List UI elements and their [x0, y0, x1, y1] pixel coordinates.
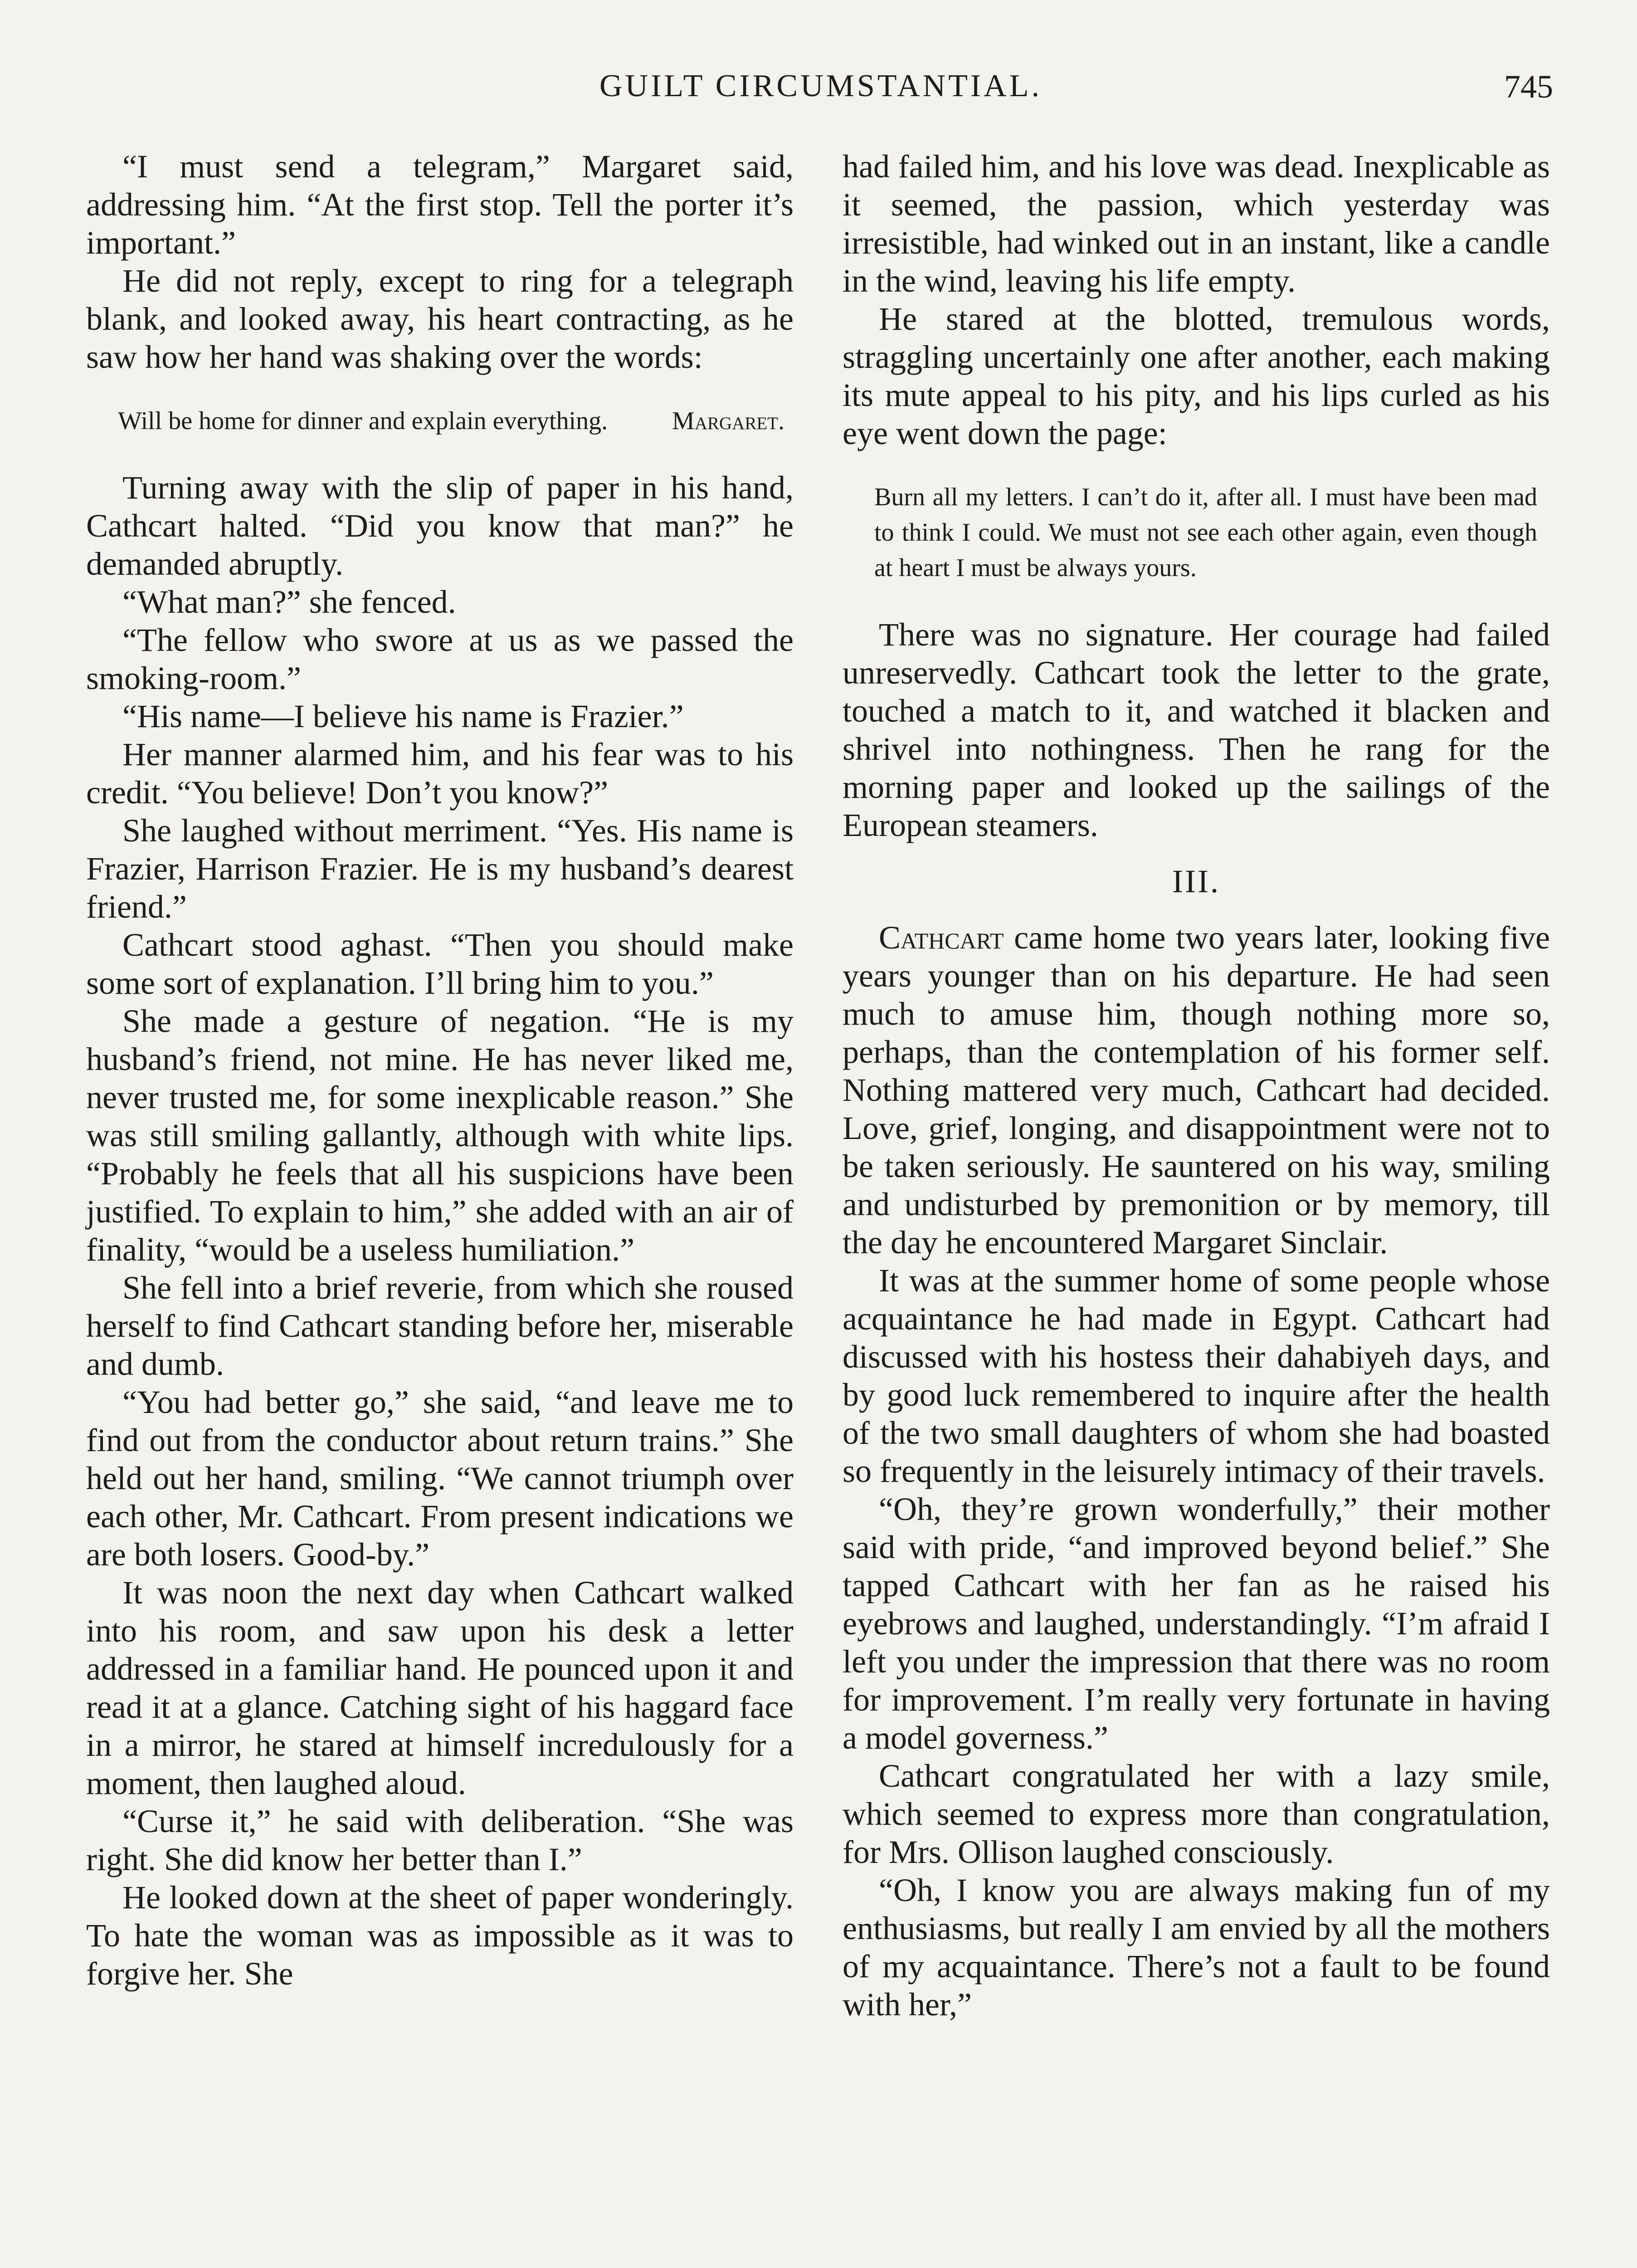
paragraph: She made a gesture of negation. “He is my husband’s friend, not mine. He has never liked me, never trusted me, for some inexplicable reason.” She was still smiling gallantly, although with white lips. “Probably he feels that all his suspicions have been justified. To explain to him,” she added with an air of finality, “would be a useless humiliation.”: [86, 1003, 794, 1268]
paragraph: “Oh, I know you are always making fun of my enthusiasms, but really I am envied by all the mothers of my acquaintance. There’s not a fault to be found with her,”: [843, 1872, 1550, 2023]
lead-word: Cathcart: [879, 919, 1004, 956]
paragraph: [843, 919, 1550, 1261]
paragraph: had failed him, and his love was dead. Inexplicable as it seemed, the passion, which yesterday was irresistible, had winked out in an instant, like a candle in the wind, leaving his life empty.: [843, 148, 1550, 299]
page-header: [88, 68, 1553, 109]
paragraph: “His name—I believe his name is Frazier.”: [122, 698, 684, 734]
paragraph: Cathcart stood aghast. “Then you should make some sort of explanation. I’ll bring him to you.”: [86, 927, 794, 1001]
letter-text: Burn all my letters. I can’t do it, after all. I must have been mad to think I could. We must not see each other again, even though at heart I must be always yours.: [874, 483, 1537, 582]
paragraph: She laughed without merriment. “Yes. His name is Frazier, Harrison Frazier. He is my husband’s dearest friend.”: [86, 812, 794, 925]
paragraph: “You had better go,” she said, “and leave me to find out from the conductor about return trains.” She held out her hand, smiling. “We cannot triumph over each other, Mr. Cathcart. From present indications we are both losers. Good-by.”: [86, 1384, 794, 1573]
paragraph: “Curse it,” he said with deliberation. “She was right. She did know her better than I.”: [86, 1803, 794, 1877]
telegram-text: Will be home for dinner and explain everything.: [118, 407, 608, 435]
paragraph: It was at the summer home of some people whose acquaintance he had made in Egypt. Cathcart had discussed with his hostess their dahabiyeh days, and by good luck remembered to inquire after the health of the two small daughters of whom she had boasted so frequently in the leisurely intimacy of their travels.: [843, 1262, 1550, 1489]
paragraph: Cathcart congratulated her with a lazy smile, which seemed to express more than congratulation, for Mrs. Ollison laughed consciously.: [843, 1758, 1550, 1870]
paragraph: “I must send a telegram,” Margaret said, addressing him. “At the first stop. Tell the porter it’s important.”: [86, 148, 794, 261]
running-title: GUILT CIRCUMSTANTIAL.: [599, 68, 1042, 103]
telegram-signature: Margaret.: [672, 407, 784, 435]
paragraph: Turning away with the slip of paper in his hand, Cathcart halted. “Did you know that man?” he demanded abruptly.: [86, 469, 794, 582]
paragraph: There was no signature. Her courage had failed unreservedly. Cathcart took the letter to the grate, touched a match to it, and watched it blacken and shrivel into nothingness. Then he rang for the morning paper and looked up the sailings of the European steamers.: [843, 616, 1550, 843]
paragraph: He stared at the blotted, tremulous words, straggling uncertainly one after another, each making its mute appeal to his pity, and his lips curled as his eye went down the page:: [843, 301, 1550, 451]
telegram-block: [86, 403, 794, 439]
paragraph: It was noon the next day when Cathcart walked into his room, and saw upon his desk a letter addressed in a familiar hand. He pounced upon it and read it at a glance. Catching sight of his haggard face in a mirror, he stared at himself incredulously for a moment, then laughed aloud.: [86, 1574, 794, 1801]
right-column: [843, 147, 1550, 2024]
paragraph: He did not reply, except to ring for a telegraph blank, and looked away, his heart contracting, as he saw how her hand was shaking over the words:: [86, 263, 794, 375]
paragraph: “The fellow who swore at us as we passed the smoking-room.”: [86, 622, 794, 696]
paragraph: “What man?” she fenced.: [122, 584, 456, 620]
letter-block: [843, 479, 1550, 586]
paragraph: He looked down at the sheet of paper wonderingly. To hate the woman was as impossible as it was to forgive her. She: [86, 1879, 794, 1992]
paragraph: Her manner alarmed him, and his fear was to his credit. “You believe! Don’t you know?”: [86, 736, 794, 811]
paragraph-rest: came home two years later, looking five years younger than on his departure. He had seen much to amuse him, though nothing more so, perhaps, than the contemplation of his former self. Nothing mattered very much, Cathcart had decided. Love, grief, longing, and disappointment were not to be taken seriously. He sauntered on his way, smiling and undisturbed by premonition or by memory, till the day he encountered Margaret Sinclair.: [843, 919, 1550, 1261]
paragraph: “Oh, they’re grown wonderfully,” their mother said with pride, “and improved beyond belief.” She tapped Cathcart with her fan as he raised his eyebrows and laughed, understandingly. “I’m afraid I left you under the impression that there was no room for improvement. I’m really very fortunate in having a model governess.”: [843, 1491, 1550, 1756]
left-column: [86, 147, 794, 1993]
paragraph: She fell into a brief reverie, from which she roused herself to find Cathcart standing before her, miserable and dumb.: [86, 1270, 794, 1382]
page-number: 745: [1504, 68, 1553, 105]
section-heading: III.: [1172, 863, 1220, 899]
